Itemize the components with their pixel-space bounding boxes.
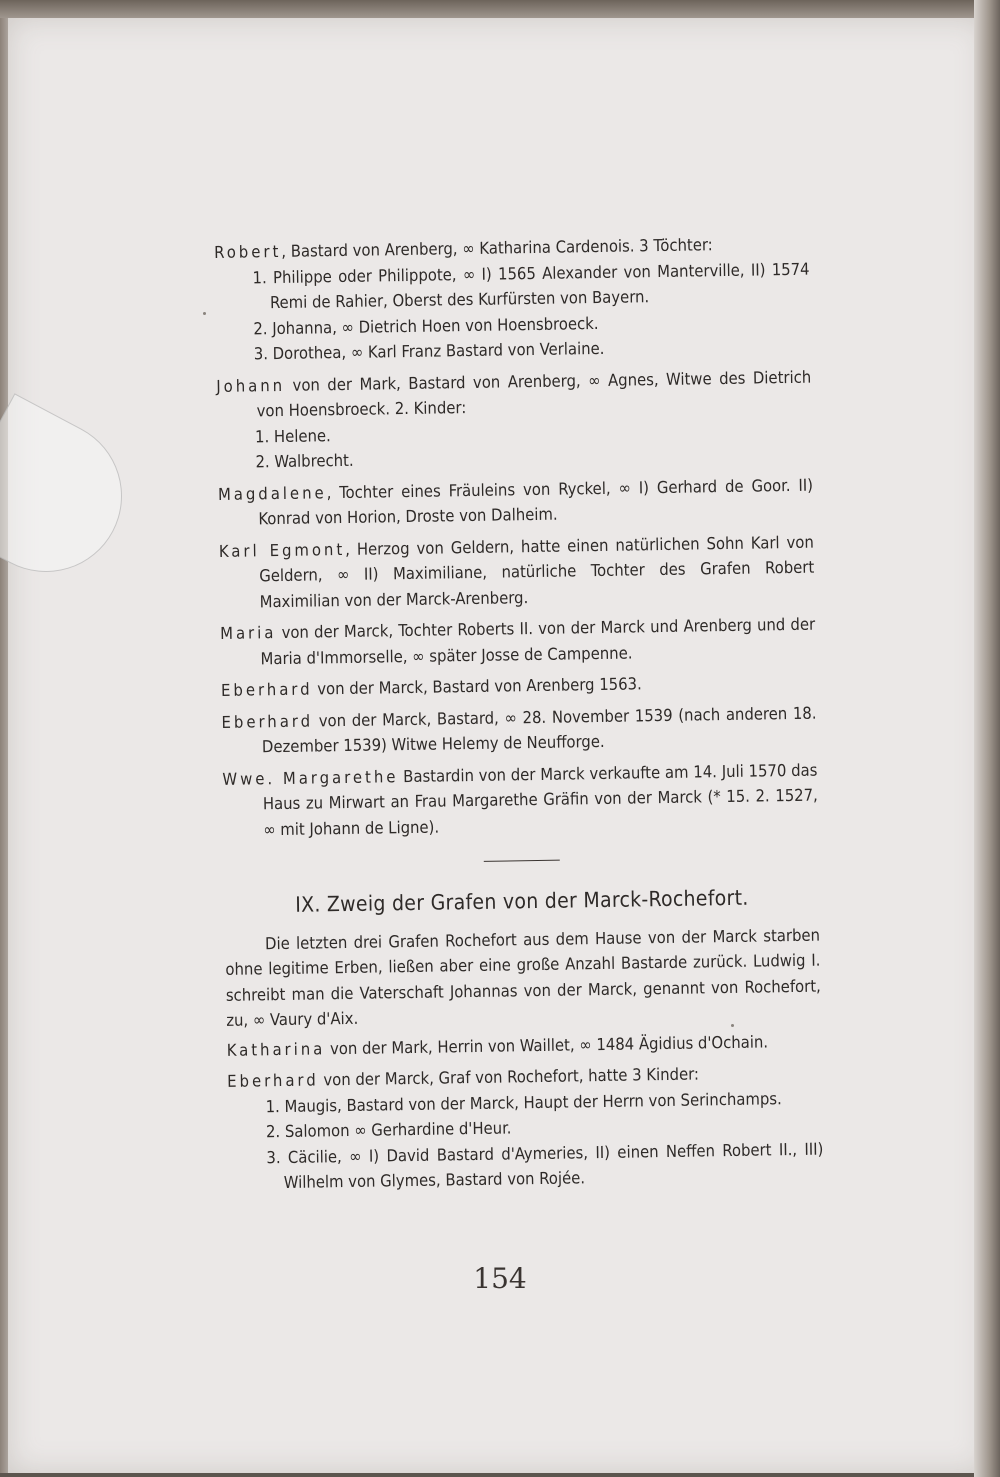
intro-paragraph: Die letzten drei Grafen Rochefort aus dem Hause von der Marck starben ohne legitime Erben, ließen aber eine große Anzahl Bastarde zurück. Ludwig I. schreibt man die Vaterschaft Johannas von der Marck, genannt von Rochefort, zu, ∞ Vaury d'Aix. xyxy=(225,925,821,1030)
genealogy-entry xyxy=(221,669,816,704)
child-item: 1. Philippe oder Philippote, ∞ I) 1565 Alexander von Manterville, II) 1574 Remi de Rahier, Oberst des Kurfürsten von Bayern. xyxy=(252,259,810,313)
entry-description: Bastardin von der Marck verkaufte am 14. Juli 1570 das Haus zu Mirwart an Frau Margarethe Gräfin von der Marck (* 15. 2. 1527, ∞ mit Johann de Ligne). xyxy=(262,760,818,839)
genealogy-entry xyxy=(216,364,813,475)
person-name: Katharina xyxy=(226,1038,326,1060)
page-text xyxy=(214,231,824,1203)
person-name: Wwe. Margarethe xyxy=(222,766,399,789)
genealogy-list-top xyxy=(214,231,818,843)
book-fore-edge xyxy=(974,0,1000,1477)
genealogy-entry xyxy=(219,529,815,615)
genealogy-entry xyxy=(221,700,817,760)
entry-text xyxy=(218,472,814,532)
genealogy-entry xyxy=(220,612,816,672)
person-name: Maria xyxy=(220,623,277,643)
children-list xyxy=(252,256,811,367)
child-item: 3. Dorothea, ∞ Karl Franz Bastard von Verlaine. xyxy=(253,338,605,364)
section-divider xyxy=(483,860,559,862)
entry-description: von der Marck, Bastard von Arenberg 1563. xyxy=(312,674,642,699)
person-name: Karl Egmont xyxy=(218,539,346,561)
children-list xyxy=(265,1085,824,1196)
child-item: 1. Helene. xyxy=(254,425,331,446)
child-item: 2. Salomon ∞ Gerhardine d'Heur. xyxy=(265,1118,512,1142)
child-item: 2. Johanna, ∞ Dietrich Hoen von Hoensbroeck. xyxy=(253,313,599,338)
book-top-edge xyxy=(0,0,1000,20)
genealogy-list-bottom xyxy=(227,1028,824,1196)
child-item: 2. Walbrecht. xyxy=(255,450,354,472)
genealogy-entry xyxy=(218,472,814,532)
person-name: Eberhard xyxy=(221,711,314,732)
entry-description: von der Marck, Tochter Roberts II. von der Marck und Arenberg und der Maria d'Immorselle, ∞ später Josse de Campenne. xyxy=(260,614,816,668)
child-item: 3. Cäcilie, ∞ I) David Bastard d'Aymeries, II) einen Neffen Robert II., III) Wilhelm von Glymes, Bastard von Rojée. xyxy=(266,1139,824,1193)
genealogy-entry xyxy=(222,757,818,843)
person-name: Eberhard xyxy=(227,1070,319,1091)
person-name: Robert xyxy=(214,241,282,262)
person-name: Eberhard xyxy=(220,679,313,700)
genealogy-entry xyxy=(227,1060,824,1197)
entry-text xyxy=(221,669,816,704)
genealogy-entry xyxy=(227,1028,822,1063)
entry-description: von der Mark, Bastard von Arenberg, ∞ Agnes, Witwe des Dietrich von Hoensbroeck. 2. Kinder: xyxy=(256,367,812,421)
section-heading: IX. Zweig der Grafen von der Marck-Rochefort. xyxy=(295,885,749,917)
entry-text xyxy=(221,700,817,760)
person-name: Johann xyxy=(216,375,286,396)
entry-description: , Herzog von Geldern, hatte einen natürlichen Sohn Karl von Geldern, ∞ II) Maximiliane, natürliche Tochter des Grafen Robert Maximilian von der Marck-Arenberg. xyxy=(259,532,815,611)
entry-description: , Bastard von Arenberg, ∞ Katharina Cardenois. 3 Töchter: xyxy=(281,235,713,261)
page-number: 154 xyxy=(473,1262,527,1295)
entry-description: von der Marck, Graf von Rochefort, hatte 3 Kinder: xyxy=(318,1064,700,1090)
entry-description: von der Mark, Herrin von Waillet, ∞ 1484 Ägidius d'Ochain. xyxy=(325,1031,769,1058)
children-list xyxy=(255,415,813,475)
child-item: 1. Maugis, Bastard von der Marck, Haupt der Herrn von Serinchamps. xyxy=(265,1088,782,1116)
entry-text xyxy=(216,364,812,424)
entry-text xyxy=(222,757,818,843)
entry-text xyxy=(220,612,816,672)
entry-text xyxy=(227,1028,822,1063)
paper-speck xyxy=(203,312,206,315)
entry-text xyxy=(219,529,815,615)
person-name: Magdalene xyxy=(217,482,327,504)
entry-description: , Tochter eines Fräuleins von Ryckel, ∞ I) Gerhard de Goor. II) Konrad von Horion, Droste von Dalheim. xyxy=(258,475,814,529)
entry-description: von der Marck, Bastard, ∞ 28. November 1539 (nach anderen 18. Dezember 1539) Witwe Helemy de Neufforge. xyxy=(261,703,817,757)
genealogy-entry xyxy=(214,231,811,368)
